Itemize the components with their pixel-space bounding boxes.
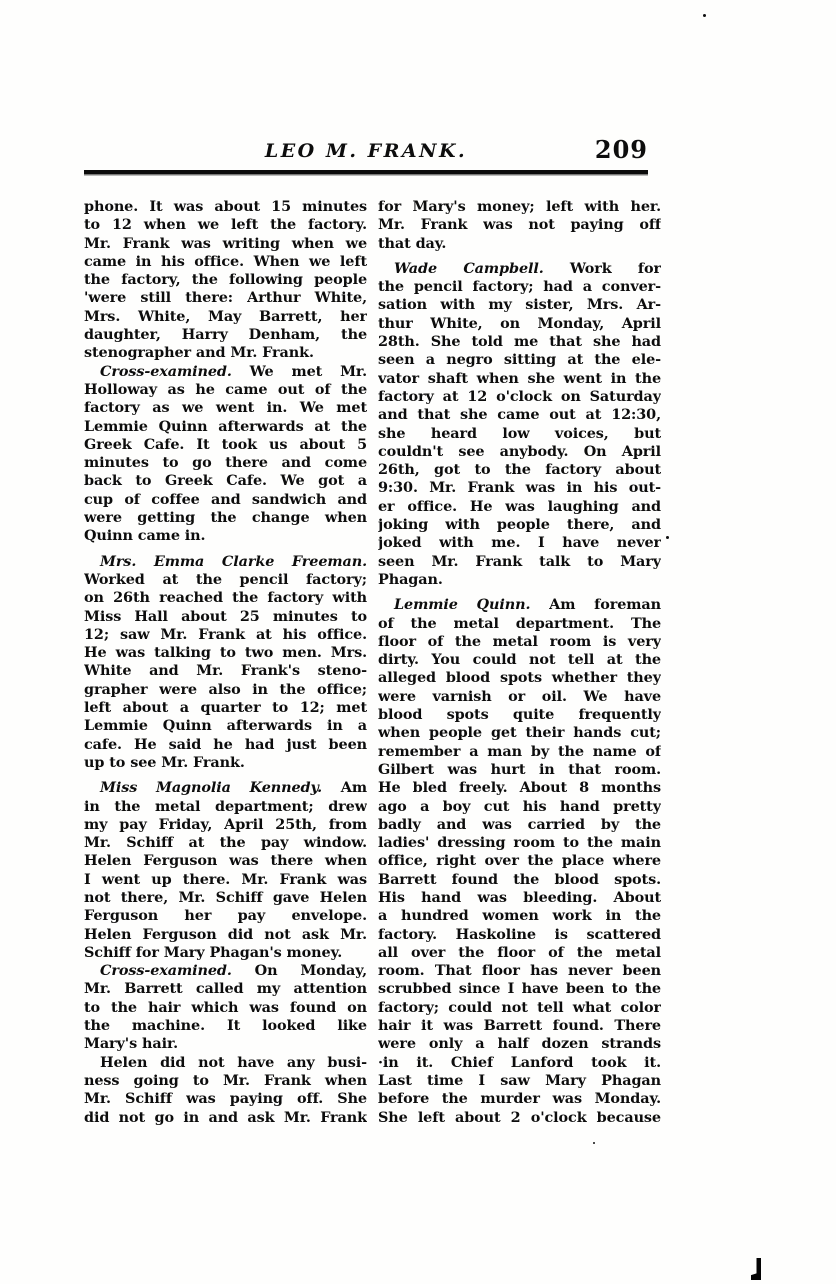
text-line: factory at 12 o'clock on Saturday — [378, 387, 661, 405]
text-line: she heard low voices, but — [378, 424, 661, 442]
text-line: ladies' dressing room to the main — [378, 834, 661, 852]
text-line: cup of coffee and sandwich and — [84, 490, 367, 508]
text-line: for Mary's money; left with her. — [378, 198, 661, 215]
text-line: His hand was bleeding. About — [378, 888, 661, 906]
text-line: badly and was carried by the — [378, 815, 661, 833]
text-line: He bled freely. About 8 months — [378, 779, 661, 797]
text-line: the machine. It looked like — [84, 1017, 367, 1035]
text-line: sation with my sister, Mrs. Ar- — [378, 296, 661, 314]
text-line: room. That floor has never been — [378, 962, 661, 980]
text-line: remember a man by the name of — [378, 742, 661, 760]
text-line: of the metal department. The — [378, 614, 661, 632]
text-line: daughter, Harry Denham, the — [84, 326, 367, 344]
text-line: Miss Hall about 25 minutes to — [84, 607, 367, 625]
text-line: Mr. Barrett called my attention — [84, 980, 367, 998]
text-line: Helen Ferguson was there when — [84, 852, 367, 870]
text-line: alleged blood spots whether they — [378, 669, 661, 687]
text-line: hair it was Barrett found. There — [378, 1017, 661, 1035]
text-line: factory as we went in. We met — [84, 399, 367, 417]
text-line — [84, 553, 367, 571]
text-line: grapher were also in the office; — [84, 680, 367, 698]
text-line: Last time I saw Mary Phagan — [378, 1071, 661, 1089]
text-line: Cross-examined. On Monday, — [100, 962, 367, 980]
text-line: Mr. Schiff at the pay window. — [84, 834, 367, 852]
text-line: the pencil factory; had a conver- — [378, 278, 661, 296]
text-line: the factory, the following people — [84, 271, 367, 289]
text-line: couldn't see anybody. On April — [378, 442, 661, 460]
text-line: White and Mr. Frank's steno- — [84, 662, 367, 680]
text-line: Miss Magnolia Kennedy. Am — [100, 779, 367, 797]
ink-speck — [593, 1142, 595, 1144]
text-line: dirty. You could not tell at the — [378, 651, 661, 669]
text-line: Greek Cafe. It took us about 5 — [84, 435, 367, 453]
text-line: blood spots quite frequently — [378, 706, 661, 724]
page-number: 209 — [594, 135, 648, 164]
text-line: came in his office. When we left — [84, 252, 367, 270]
witness-name: Mrs. Emma Clarke Freeman. — [100, 552, 367, 570]
text-line: seen a negro sitting at the ele- — [378, 351, 661, 369]
text-line: I went up there. Mr. Frank was — [84, 870, 367, 888]
text-line: to the hair which was found on — [84, 998, 367, 1016]
text-line: Helen Ferguson did not ask Mr. — [84, 925, 367, 943]
text-line: Mr. Frank was not paying off — [378, 216, 661, 234]
text-line: Helen did not have any busi- — [100, 1053, 367, 1071]
text-columns — [84, 198, 662, 1127]
text-line: on 26th reached the factory with — [84, 589, 367, 607]
text-line: ago a boy cut his hand pretty — [378, 797, 661, 815]
text-line: He was talking to two men. Mrs. — [84, 644, 367, 662]
text-line: 26th, got to the factory about — [378, 461, 661, 479]
text-line: Schiff for Mary Phagan's money. — [84, 943, 343, 961]
text-line: were only a half dozen strands — [378, 1035, 661, 1053]
text-line: factory; could not tell what color — [378, 998, 661, 1016]
text-line: my pay Friday, April 25th, from — [84, 815, 367, 833]
text-line: Worked at the pencil factory; — [84, 570, 367, 588]
text-line: Mr. Schiff was paying off. She — [84, 1090, 367, 1108]
text-line: did not go in and ask Mr. Frank — [84, 1108, 367, 1126]
text-line: Ferguson her pay envelope. — [84, 907, 367, 925]
text-line: ·in it. Chief Lanford took it. — [378, 1053, 661, 1071]
text-line: Mary's hair. — [84, 1035, 179, 1053]
text-line: all over the floor of the metal — [378, 943, 661, 961]
text-line: office, right over the place where — [378, 852, 661, 870]
right-column — [378, 198, 661, 1127]
text-line: Cross-examined. We met Mr. — [100, 362, 367, 380]
text-line: up to see Mr. Frank. — [84, 753, 245, 771]
text-line: Gilbert was hurt in that room. — [378, 760, 661, 778]
text-line: She left about 2 o'clock because — [378, 1108, 661, 1126]
text-line: Barrett found the blood spots. — [378, 870, 661, 888]
text-line: in the metal department; drew — [84, 797, 367, 815]
page-header — [84, 135, 648, 164]
text-line: scrubbed since I have been to the — [378, 980, 661, 998]
text-line: Lemmie Quinn afterwards in a — [84, 717, 367, 735]
header-rule — [84, 170, 648, 174]
text-line: thur White, on Monday, April — [378, 314, 661, 332]
text-line: joked with me. I have never — [378, 534, 661, 552]
witness-name: Miss Magnolia Kennedy. — [100, 779, 323, 797]
text-line: ness going to Mr. Frank when — [84, 1071, 367, 1089]
witness-name: Cross-examined. — [100, 962, 232, 980]
text-line: Phagan. — [378, 570, 443, 588]
text-line: left about a quarter to 12; met — [84, 699, 367, 717]
text-line: Lemmie Quinn. Am foreman — [394, 596, 661, 614]
text-line: vator shaft when she went in the — [378, 369, 661, 387]
text-line: Holloway as he came out of the — [84, 380, 367, 398]
text-line: floor of the metal room is very — [378, 632, 661, 650]
text-line: cafe. He said he had just been — [84, 735, 367, 753]
text-line: minutes to go there and come — [84, 454, 367, 472]
text-line: and that she came out at 12:30, — [378, 406, 661, 424]
text-line: a hundred women work in the — [378, 907, 661, 925]
ink-blot — [751, 1258, 761, 1280]
text-line: Wade Campbell. Work for — [394, 259, 661, 277]
text-line: joking with people there, and — [378, 516, 661, 534]
text-line: were getting the change when — [84, 509, 367, 527]
text-line: not there, Mr. Schiff gave Helen — [84, 888, 367, 906]
text-line: 9:30. Mr. Frank was in his out- — [378, 479, 661, 497]
text-line: back to Greek Cafe. We got a — [84, 472, 367, 490]
text-line: that day. — [378, 234, 447, 252]
witness-name: Cross-examined. — [100, 362, 232, 380]
text-line: stenographer and Mr. Frank. — [84, 344, 314, 362]
text-line: er office. He was laughing and — [378, 497, 661, 515]
text-line: when people get their hands cut; — [378, 724, 661, 742]
ink-speck — [703, 14, 706, 17]
text-line: Mr. Frank was writing when we — [84, 234, 367, 252]
text-line: 'were still there: Arthur White, — [84, 289, 367, 307]
running-title: LEO M. FRANK. — [264, 140, 468, 162]
text-line: were varnish or oil. We have — [378, 687, 661, 705]
text-line: factory. Haskoline is scattered — [378, 925, 661, 943]
text-line: Mrs. White, May Barrett, her — [84, 307, 367, 325]
text-line: before the murder was Monday. — [378, 1090, 661, 1108]
text-line: Quinn came in. — [84, 527, 206, 545]
text-line: 12; saw Mr. Frank at his office. — [84, 625, 367, 643]
text-line: phone. It was about 15 minutes — [84, 198, 367, 215]
witness-name: Lemmie Quinn. — [394, 596, 531, 614]
ink-speck — [666, 536, 669, 539]
text-line: Lemmie Quinn afterwards at the — [84, 417, 367, 435]
left-column — [84, 198, 367, 1127]
text-line: seen Mr. Frank talk to Mary — [378, 552, 661, 570]
text-line: to 12 when we left the factory. — [84, 216, 367, 234]
text-line: 28th. She told me that she had — [378, 333, 661, 351]
witness-name: Wade Campbell. — [394, 259, 544, 277]
